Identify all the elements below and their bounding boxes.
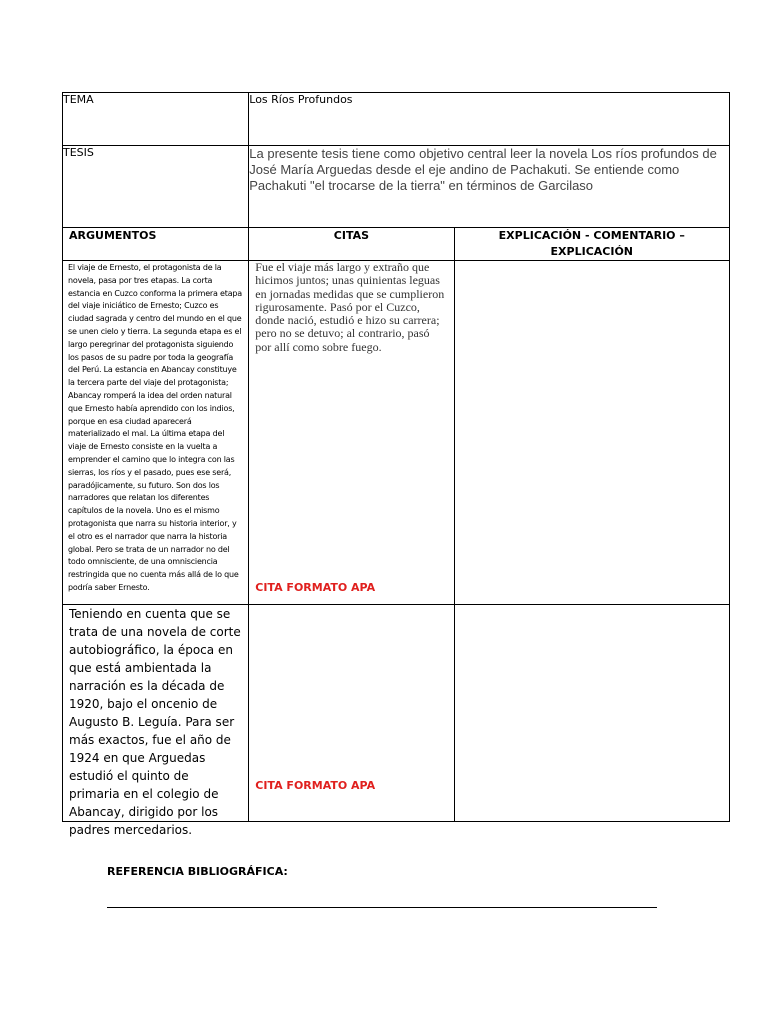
explanation-cell [454, 261, 729, 605]
explanation-cell [454, 605, 729, 822]
tesis-row [63, 146, 730, 228]
bibliography-blank-line [107, 907, 657, 908]
citation-format-label: CITA FORMATO APA [255, 779, 376, 792]
argument-text: El viaje de Ernesto, el protagonista de la novela, pasa por tres etapas. La corta estancia en Cuzco conforma la primera etapa del viaje iniciático de Ernesto; Cuzco es ciudad sagrada y centro del mundo en el que se unen cielo y tierra. La segunda etapa es el largo peregrinar del protagonista siguiendo los pasos de su padre por toda la geografía del Perú. La estancia en Abancay constituye la tercera parte del viaje del protagonista; Abancay romperá la idea del orden natural que Ernesto había aprendido con los indios, porque en esa ciudad aparecerá materializado el mal. La última etapa del viaje de Ernesto consiste en la vuelta a emprender el camino que lo integra con las sierras, los ríos y el pasado, pues ese será, paradójicamente, su futuro. Son dos los narradores que relatan los diferentes capítulos de la novela. Uno es el mismo protagonista que narra su historia interior, y el otro es el narrador que narra la historia global. Pero se trata de un narrador no del todo omnisciente, de una omnisciencia restringida que no cuenta más allá de lo que podría saber Ernesto. [68, 263, 243, 592]
header-citas: CITAS [249, 228, 454, 261]
tesis-value: La presente tesis tiene como objetivo central leer la novela Los ríos profundos de José María Arguedas desde el eje andino de Pachakuti. Se entiende como Pachakuti "el trocarse de la tierra" en términos de Garcilaso [249, 146, 730, 228]
analysis-table [62, 92, 730, 837]
header-explicacion: EXPLICACIÓN - COMENTARIO – EXPLICACIÓN [454, 228, 729, 261]
argument-cell [63, 605, 249, 837]
tema-label: TEMA [63, 93, 249, 146]
header-row [63, 228, 730, 261]
tesis-label: TESIS [63, 146, 249, 228]
argument-cell [63, 261, 249, 605]
citation-cell [249, 605, 454, 822]
citation-format-label: CITA FORMATO APA [255, 581, 376, 594]
tema-value: Los Ríos Profundos [249, 93, 730, 146]
citation-text: Fue el viaje más largo y extraño que hicimos juntos; unas quinientas leguas en jornadas medidas que se cumplieron rigurosamente. Pasó por el Cuzco, donde nació, estudió e hizo su carrera; pero no se detuvo; al contrario, pasó por allí como sobre fuego. [255, 260, 445, 354]
table-row [63, 605, 730, 822]
tema-row [63, 93, 730, 146]
bibliography-label: REFERENCIA BIBLIOGRÁFICA: [107, 865, 288, 878]
header-argumentos: ARGUMENTOS [63, 228, 249, 261]
citation-cell [249, 261, 454, 605]
table-row [63, 261, 730, 605]
citation-text [249, 605, 453, 779]
argument-text: Teniendo en cuenta que se trata de una novela de corte autobiográfico, la época en que está ambientada la narración es la década de 1920, bajo el oncenio de Augusto B. Leguía. Para ser más exactos, fue el año de 1924 en que Arguedas estudió el quinto de primaria en el colegio de Abancay, dirigido por los padres mercedarios. [69, 607, 241, 837]
